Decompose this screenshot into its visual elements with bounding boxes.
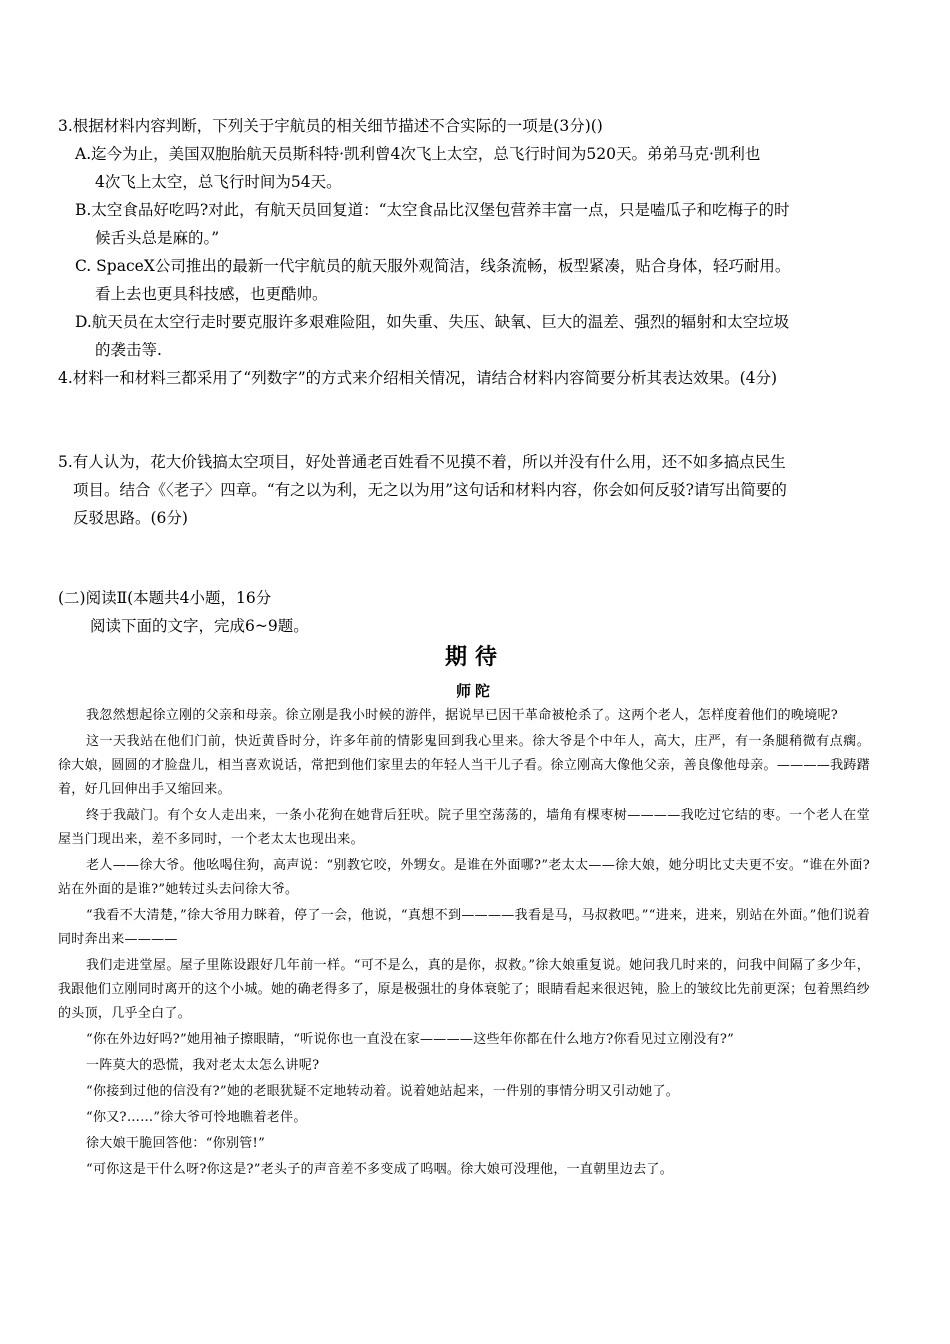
section-heading-text: (二)阅读Ⅱ(本题共4小题，16分 (58, 589, 272, 607)
story-paragraph-1: 我忽然想起徐立刚的父亲和母亲。徐立刚是我小时候的游伴，据说早已因干革命被枪杀了。这两个老人，怎样度着他们的晚境呢? (86, 708, 839, 723)
option-b-line-2: 候舌头总是麻的。” (95, 229, 220, 247)
story-paragraph-8: 一阵莫大的恐慌，我对老太太怎么讲呢? (86, 1058, 320, 1073)
option-c-line-2: 看上去也更具科技感，也更酷帅。 (95, 285, 328, 303)
story-author: 师陀 (455, 682, 494, 700)
option-d-line-1: D.航天员在太空行走时要克服许多艰难险阻，如失重、失压、缺氧、巨大的温差、强烈的辐射和太空垃圾 (75, 313, 790, 331)
question-3-option-d (75, 308, 895, 364)
story-paragraph-3: 终于我敲门。有个女人走出来，一条小花狗在她背后狂吠。院子里空荡荡的，墙角有棵枣树————我吃过它结的枣。一个老人在堂屋当门现出来，差不多同时，一个老太太也现出来。 (58, 808, 870, 847)
story-paragraph-7: “你在外边好吗?”她用袖子擦眼睛，“听说你也一直没在家————这些年你都在什么地方?你看见过立刚没有?” (86, 1032, 735, 1047)
story-paragraph-9: “你接到过他的信没有?”她的老眼犹疑不定地转动着。说着她站起来，一件别的事情分明又引动她了。 (86, 1084, 680, 1099)
question-4 (58, 364, 898, 392)
story-title: 期待 (444, 645, 505, 670)
story-paragraph-12: “可你这是干什么呀?你这是?”老头子的声音差不多变成了呜咽。徐大娘可没理他，一直朝里边去了。 (86, 1162, 674, 1177)
option-c-line-1: C. SpaceX公司推出的最新一代宇航员的航天服外观简洁，线条流畅，板型紧凑，贴合身体，轻巧耐用。 (75, 257, 791, 275)
story-paragraph-2: 这一天我站在他们门前，快近黄昏时分，许多年前的情影鬼回到我心里来。徐大爷是个中年人，高大，庄严，有一条腿稍微有点瘸。徐大娘，圆圆的才脸盘儿，相当喜欢说话，常把到他们家里去的年轻人当干儿子看。徐立刚高大像他父亲，善良像他母亲。————我踌躇着，好几回伸出手又缩回来。 (58, 734, 870, 797)
question-3-option-c (75, 252, 895, 308)
option-d-line-2: 的袭击等. (95, 341, 162, 359)
story-body (58, 704, 870, 1184)
question-3-stem: 3.根据材料内容判断，下列关于宇航员的相关细节描述不合实际的一项是(3分)() (58, 117, 603, 135)
option-a-line-1: A.迄今为止，美国双胞胎航天员斯科特·凯利曾4次飞上太空，总飞行时间为520天。弟弟马克·凯利也 (75, 145, 761, 163)
question-5 (58, 448, 898, 532)
question-5-line-2: 项目。结合《〈老子〉四章。“有之以为利，无之以为用”这句话和材料内容，你会如何反驳?请写出简要的 (73, 481, 787, 499)
section-instruction-text: 阅读下面的文字，完成6~9题。 (90, 617, 309, 635)
story-paragraph-10: “你又?……”徐大爷可怜地瞧着老伴。 (86, 1110, 307, 1125)
story-paragraph-5: “我看不大清楚，”徐大爷用力眯着，停了一会，他说，“真想不到————我看是马，马叔救吧。”“进来，进来，别站在外面。”他们说着同时奔出来———— (58, 908, 870, 947)
question-3-option-b (75, 196, 895, 252)
question-5-line-1: 5.有人认为，花大价钱搞太空项目，好处普通老百姓看不见摸不着，所以并没有什么用，还不如多搞点民生 (58, 453, 786, 471)
question-3-option-a (75, 140, 895, 196)
question-4-text: 4.材料一和材料三都采用了“列数字”的方式来介绍相关情况，请结合材料内容简要分析其表达效果。(4分) (58, 369, 778, 387)
question-5-line-3: 反驳思路。(6分) (73, 509, 188, 527)
story-paragraph-11: 徐大娘干脆回答他：“你别管!” (86, 1136, 266, 1151)
section-instruction (90, 612, 690, 640)
question-3 (58, 112, 898, 140)
story-paragraph-6: 我们走进堂屋。屋子里陈设跟好几年前一样。“可不是么，真的是你，叔救。”徐大娘重复说。她问我几时来的，问我中间隔了多少年，我跟他们立刚同时离开的这个小城。她的确老得多了，原是极强壮的身体衰鸵了；眼睛看起来很迟钝，脸上的皱纹比先前更深；包着黑绉纱的头顶，几乎全白了。 (58, 958, 870, 1021)
section-heading (58, 584, 658, 612)
option-a-line-2: 4次飞上太空，总飞行时间为54天。 (95, 173, 342, 191)
option-b-line-1: B.太空食品好吃吗?对此，有航天员回复道：“太空食品比汉堡包营养丰富一点，只是嗑瓜子和吃梅子的时 (75, 201, 790, 219)
story-paragraph-4: 老人——徐大爷。他吆喝住狗，高声说：“别教它咬，外甥女。是谁在外面哪?”老太太——徐大娘，她分明比丈夫更不安。“谁在外面?站在外面的是谁?”她转过头去问徐大爷。 (58, 858, 870, 897)
